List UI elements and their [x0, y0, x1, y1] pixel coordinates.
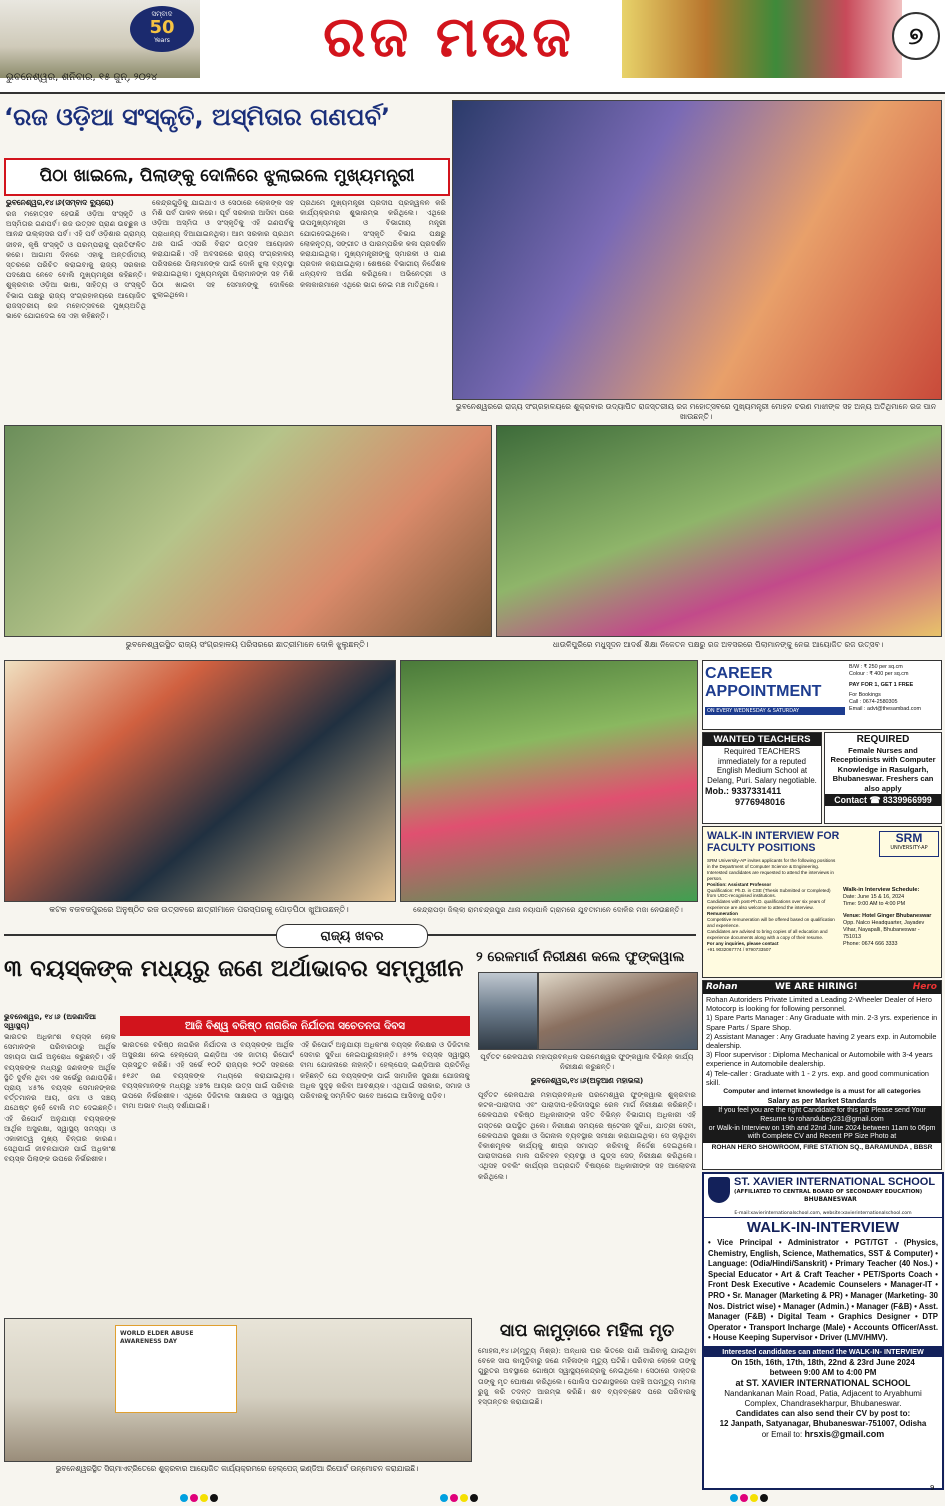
teachers-mob1: 9337331411	[731, 786, 782, 797]
snake-headline: ସାପ କାମୁଡ଼ାରେ ମହିଳା ମୃତ	[499, 1321, 675, 1341]
lead-column-3: ପ୍ରଥମେ ମୁଖ୍ୟମନ୍ତ୍ରୀ ପ୍ରଦୀପ ପ୍ରଜ୍ୱଳନ କରି କାର୍ଯ୍ୟକ୍ରମର ଶୁଭାରମ୍ଭ କରିଥିଲେ। ଏଥିରେ ଉପମୁଖ୍ୟମନ୍ତ୍ରୀ ଓ ବିଭାଗୀୟ ମନ୍ତ୍ରୀ ଯୋଗଦେଇଥିଲେ। ସଂସ୍କୃତି ବିଭାଗ ପକ୍ଷରୁ ଲୋକନୃତ୍ୟ, ସଙ୍ଗୀତ ଓ ପାରମ୍ପରିକ କଳା ପ୍ରଦର୍ଶନ କରାଯାଇଥିଲା। ମୁଖ୍ୟମନ୍ତ୍ରୀଙ୍କୁ ସ୍ମାରକୀ ଓ ପାଣ ପ୍ରଦାନ କରାଯାଇଥିଲା। ଶେଷରେ ବିଭାଗୀୟ ନିର୍ଦ୍ଦେଶକ ଧନ୍ୟବାଦ ଅର୍ପଣ କରିଥିଲେ। ଅଭିନେତ୍ରୀ ଓ କଳାକାରମାନେ ଏଥିରେ ଭାଗ ନେଇ ମଞ୍ଚ ମାତିଥିଲେ।	[300, 198, 446, 289]
anniversary-top: ସମ୍ବାଦ	[151, 10, 173, 18]
anniversary-number: 50	[149, 17, 175, 38]
xavier-email	[707, 1429, 939, 1440]
srm-title: WALK-IN INTERVIEW FOR FACULTY POSITIONS	[707, 830, 840, 854]
cyan-mark-icon	[440, 1494, 448, 1502]
lead-subhead-text: ପିଠା ଖାଇଲେ, ପିଲାଙ୍କୁ ଦୋଳିରେ ଝୁଲାଇଲେ ମୁଖ୍ୟମନ୍ତ୍ରୀ	[39, 166, 415, 186]
yellow-mark-icon	[460, 1494, 468, 1502]
masthead-title: ରଜ ମଉଜ	[323, 4, 575, 70]
section-label-text: ରାଜ୍ୟ ଖବର	[320, 929, 384, 944]
rohan-item-3: 3) Floor supervisor : Diploma Mechanical or Automobile with 3-4 years experience in Automobile dealership.	[706, 1050, 933, 1069]
masthead-dateline: ଭୁବନେଶ୍ୱର, ଶନିବାର, ୧୫ ଜୁନ୍, ୨୦୨୪	[6, 72, 158, 83]
event-banner	[115, 1325, 237, 1413]
rohan-item-2: 2) Assistant Manager : Any Graduate having 2 years exp. in Automobile dealership.	[706, 1031, 937, 1051]
lead-column-1	[6, 198, 146, 420]
career-rates	[849, 664, 939, 713]
photo-feeding	[4, 660, 396, 902]
lead-subhead	[4, 158, 450, 196]
xavier-title: WALK-IN-INTERVIEW	[746, 1219, 900, 1236]
black-mark-icon	[470, 1494, 478, 1502]
xavier-walkin-ad	[702, 1172, 944, 1490]
xavier-post-addr: 12 Janpath, Satyanagar, Bhubaneswar-751007, Odisha	[719, 1419, 927, 1429]
srm-right	[843, 887, 937, 949]
xavier-attend: Interested candidates can attend the WALK-IN- INTERVIEW	[704, 1346, 942, 1357]
anniversary-logo	[130, 6, 194, 52]
rohan-item-1: 1) Spare Parts Manager : Any Graduate with min. 2-3 yrs. experience in Spare Parts / Spare Shop.	[706, 1013, 938, 1032]
elderly-column-2: ଭାରତରେ ବରିଷ୍ଠ ନାଗରିକ ନିର୍ଯାତନା ଓ ବୟସ୍କଙ୍କ ଆର୍ଥିକ ଅସୁରକ୍ଷା ନେଇ ହେଲ୍ପେଜ୍ ଇଣ୍ଡିଆ ଏକ ଜାତୀୟ ରିପୋର୍ଟ ପ୍ରସ୍ତୁତ କରିଛି। ଏହି ସର୍ଭେ ୧୦ଟି ରାଜ୍ୟର ୨୦ଟି ସହରରେ ୫୧୬୯ ଜଣ ବୟସ୍କଙ୍କ ମଧ୍ୟରେ କରାଯାଇଥିଲା। ବୟସ୍କମାନଙ୍କ ମଧ୍ୟରୁ ୪୭% ଆୟର ଉତ୍ସ ପାଇଁ ପରିବାର ଉପରେ ନିର୍ଭରଶୀଳ। ଏଥିରେ ଡିଜିଟାଲ ସାକ୍ଷରତା ଓ ସ୍ୱାସ୍ଥ୍ୟ ବୀମା ଅଭାବ ମଧ୍ୟ ଦର୍ଶାଯାଇଛି।	[122, 1040, 294, 1111]
career-call: Call : 0674-2580305	[849, 699, 898, 705]
black-mark-icon	[760, 1494, 768, 1502]
nurses-contact-label: Contact	[834, 795, 867, 806]
anniversary-years: Years	[154, 37, 170, 44]
rohan-apply	[703, 1106, 941, 1142]
rohan-walkin: or Walk-in Interview on 19th and 22nd June 2024 between 11am to 06pm with Complete CV and Recent PP Size Photo at	[708, 1124, 936, 1141]
rohan-intro: Rohan Autoriders Private Limited a Leading 2-Wheeler Dealer of Hero Motocorp is looking for following personnel.	[706, 995, 932, 1014]
xavier-school-name: ST. XAVIER INTERNATIONAL SCHOOL	[734, 1176, 936, 1188]
career-email: Email : advt@thesambad.com	[849, 706, 921, 712]
rohan-showroom: ROHAN HERO SHOWROOM, FIRE STATION SQ., BARAMUNDA , BBSR	[711, 1143, 933, 1151]
cyan-mark-icon	[180, 1494, 188, 1502]
srm-sched-title: Walk-in Interview Schedule:	[843, 887, 920, 893]
caption-swing-museum: ଭୁବନେଶ୍ୱରସ୍ଥିତ ରାଜ୍ୟ ସଂଗ୍ରହାଳୟ ପରିସରରେ ଛାତ୍ରୀମାନେ ଦୋଳି ଝୁଲୁଛନ୍ତି।	[125, 640, 369, 649]
career-bookings: For Bookings	[849, 692, 881, 698]
rohan-header	[703, 981, 941, 994]
srm-venue-phone: Phone: 0674 666 3333	[843, 941, 898, 948]
xavier-or-email: or Email to:	[761, 1430, 803, 1440]
yellow-mark-icon	[200, 1494, 208, 1502]
footer-page-number: 9	[930, 1484, 935, 1492]
srm-intro: SRM University-AP invites applicants for the following positions in the Department of Computer Science & Engineering. Interested candidates are requested to attend the interviews in person.	[707, 858, 836, 881]
photo-swing-school	[496, 425, 942, 637]
railway-body: ପୂର୍ବତଟ ରେଳପଥର ମହାପ୍ରବନ୍ଧକ ପରମେଶ୍ୱର ଫୁଙ୍କୱାଲ ଶୁକ୍ରବାର କଟକ-ପାରାଦୀପ ଏବଂ ପାରାଦୀପ-ହରିଦାସପୁର ରେଳ ମାର୍ଗ ନିରୀକ୍ଷଣ କରିଛନ୍ତି। ରେଳପଥର ବରିଷ୍ଠ ଅଧିକାରୀଙ୍କ ସହିତ ବିଭିନ୍ନ ବିଭାଗୀୟ ଅଧିକାରୀ ଏହି ଗସ୍ତରେ ଉପସ୍ଥିତ ଥିଲେ। ନିରୀକ୍ଷଣ ସମୟରେ ଷ୍ଟେସନ ସୁବିଧା, ଯାତ୍ରୀ ସେବା, ରେଳପଥର ସୁରକ୍ଷା ଓ ସିଗନାଲ ବ୍ୟବସ୍ଥାର ସମୀକ୍ଷା କରାଯାଇଥିଲା। ସେ ଚାଲୁଥିବା ବିକାଶମୂଳକ କାର୍ଯ୍ୟକୁ ଶୀଘ୍ର ସମାପ୍ତ କରିବାକୁ ନିର୍ଦ୍ଦେଶ ଦେଇଥିଲେ। ପାରାଦୀପରେ ମାଲ ପରିବହନ ବ୍ୟବସ୍ଥା ଓ ଗୁଡ୍ସ ସେଡ୍ ନିରୀକ୍ଷଣ କରିଥିଲେ। ଏଥିସହ ଡବଲିଂ କାର୍ଯ୍ୟର ଅଗ୍ରଗତି ବିଷୟରେ ଅଧିକାରୀଙ୍କ ସହ ଆଲୋଚନା କରିଥିଲେ।	[478, 1090, 696, 1181]
elderly-headline: ୩ ବୟସ୍କଙ୍କ ମଧ୍ୟରୁ ଜଣେ ଅର୍ଥାଭାବର ସମ୍ମୁଖୀନ	[4, 956, 464, 982]
photo-railway-left	[478, 972, 538, 1050]
srm-phones: +91 9032067774 / 9790733507	[707, 946, 771, 952]
xavier-email-line: E-mail:xavierinternationalschool.com, website:xavierinternationalschool.com	[704, 1210, 942, 1218]
elderly-column-3: ଏହି ରିପୋର୍ଟ ଅନୁଯାୟୀ ଅଧିକାଂଶ ବୟସ୍କ ନିରକ୍ଷର ଓ ଡିଜିଟାଲ ସେବାର ସୁବିଧା ନେଇପାରୁନାହାନ୍ତି। ୫୨% ବୟସ୍କ ସ୍ୱାସ୍ଥ୍ୟ ବୀମା ଯୋଜନାରେ ନାହାନ୍ତି। ହେଲ୍ପେଜ୍ ଇଣ୍ଡିଆର ପ୍ରତିନିଧି କହିଛନ୍ତି ଯେ ବୟସ୍କଙ୍କ ପାଇଁ ସାମାଜିକ ସୁରକ୍ଷା ଯୋଜନାକୁ ଅଧିକ ସୁଦୃଢ଼ କରିବା ଆବଶ୍ୟକ। ଏଥିପାଇଁ ସରକାର, ସମାଜ ଓ ପରିବାରକୁ ସମ୍ମିଳିତ ଭାବେ ଆଗେଇ ଆସିବାକୁ ପଡ଼ିବ।	[300, 1040, 470, 1101]
srm-remun-title: Remuneration	[707, 911, 738, 917]
black-mark-icon	[210, 1494, 218, 1502]
career-days: ON EVERY WEDNESDAY & SATURDAY	[705, 707, 845, 715]
nurses-ad	[824, 732, 942, 824]
page-number-badge	[892, 12, 940, 60]
rohan-send: If you feel you are the right Candidate for this job Please send Your Resume to rohandubey231@gmail.com	[718, 1107, 926, 1124]
xavier-details	[704, 1357, 942, 1442]
event-banner-text: WORLD ELDER ABUSE AWARENESS DAY	[120, 1330, 194, 1345]
xavier-email-address: hrsxis@gmail.com	[804, 1429, 885, 1440]
career-offer: PAY FOR 1, GET 1 FREE	[849, 682, 914, 688]
masthead	[0, 0, 945, 94]
elderly-kicker: ଆଜି ବିଶ୍ୱ ବରିଷ୍ଠ ନାଗରିକ ନିର୍ଯାତନା ସଚେତନତା ଦିବସ	[120, 1016, 470, 1036]
nurses-contact-number: 8339966999	[882, 795, 932, 806]
rohan-body	[703, 994, 941, 1106]
snake-body: ମୋହନା,୧୪।୬(ମୃତ୍ୟୁ ମିଶ୍ର): ଅନ୍ଧାର ଘର ଭିତରେ ପାଣି ଆଣିବାକୁ ଯାଇଥିବା ବେଳେ ସାପ କାମୁଡ଼ିବାରୁ ଜଣେ ମହିଳାଙ୍କ ମୃତ୍ୟୁ ଘଟିଛି। ପରିବାର ଲୋକେ ତାଙ୍କୁ ଗୁରୁତର ଅବସ୍ଥାରେ ଗୋଷ୍ଠୀ ସ୍ୱାସ୍ଥ୍ୟକେନ୍ଦ୍ରକୁ ନେଇଥିଲେ। ସେଠାରେ ଡାକ୍ତର ତାଙ୍କୁ ମୃତ ଘୋଷଣା କରିଥିଲେ। ପୋଲିସ ଘଟଣାସ୍ଥଳରେ ପହଞ୍ଚି ଅପମୃତ୍ୟୁ ମାମଲା ରୁଜୁ କରି ତଦନ୍ତ ଆରମ୍ଭ କରିଛି। ଶବ ବ୍ୟବଚ୍ଛେଦ ପରେ ପରିବାରକୁ ହସ୍ତାନ୍ତର କରାଯାଇଛି।	[478, 1346, 696, 1407]
hero-logo: Hero	[912, 982, 937, 992]
xavier-at: at ST. XAVIER INTERNATIONAL SCHOOL	[735, 1378, 911, 1389]
xavier-posts: • Vice Principal • Administrator • PGT/TGT - (Physics, Chemistry, English, Science, Mathematics, SST & Computer) • Language: (Odia/Hindi/Sanskrit) • Primary Teacher (40 Nos.) • Special Educator • Art & Craft Teacher • PET/Sports Coach • Front Desk Executive • Academic Counselers • Manager-IT • PRO • Sr. Manager (Marketing & PR) • Manager (Marketing- 30 Nos. District wise) • Manager (Admin.) • Manager (F&B) • Asst. Manager (F&B) • Digital Team • Graphics Designer • DTP Operator • Transport Incharge (Male) • Accounts Officer/Asst. • House Keeping Supervisor • Driver (LMV/HMV).	[708, 1238, 938, 1343]
xavier-dates: On 15th, 16th, 17th, 18th, 22nd & 23rd June 2024	[731, 1357, 915, 1367]
rohan-hiring: WE ARE HIRING!	[775, 982, 858, 992]
xavier-crest-icon	[708, 1177, 730, 1203]
xavier-header	[704, 1174, 942, 1210]
career-banner	[705, 663, 845, 725]
srm-venue-addr: Opp. Nalco Headquarter, Jayadev Vihar, Nayapalli, Bhubaneswar - 751013	[843, 919, 925, 941]
srm-inquiry: For any inquiries, please contact	[707, 940, 779, 946]
career-rate-bw: B/W : ₹ 250 per sq.cm	[849, 664, 903, 670]
teachers-mob2: 9776948016	[735, 797, 786, 808]
srm-remun-body: Competitive remuneration will be offered based on qualification and experience.	[707, 917, 835, 928]
srm-sched-time: Time: 9:00 AM to 4:00 PM	[843, 901, 906, 908]
teachers-mob-label: Mob.:	[705, 786, 729, 797]
nurses-body: Female Nurses and Receptionists with Computer Knowledge in Rasulgarh, Bhubaneswar. Freshers can also apply	[830, 746, 936, 793]
rohan-salary: Salary as per Market Standards	[767, 1096, 877, 1106]
xavier-city: BHUBANESWAR	[804, 1196, 857, 1203]
caption-cm-event: ଭୁବନେଶ୍ୱରରେ ରାଜ୍ୟ ସଂଗ୍ରହାଳୟରେ ଶୁକ୍ରବାର ଉଦ୍ୟାପିତ ରାଜସ୍ତରୀୟ ରଜ ମହୋତ୍ସବରେ ମୁଖ୍ୟମନ୍ତ୍ରୀ ମୋହନ ଚରଣ ମାଝୀଙ୍କ ସହ ଅନ୍ୟ ଅତିଥିମାନେ ରଜ ପାନ ଖାଉଛନ୍ତି।	[455, 402, 937, 421]
caption-railway: ପୂର୍ବତଟ ରେଳପଥର ମହାପ୍ରବନ୍ଧକ ପରମେଶ୍ୱର ଫୁଙ୍କୱାଲ ବିଭିନ୍ନ କାର୍ଯ୍ୟ ନିରୀକ୍ଷଣ କରୁଛନ୍ତି।	[480, 1052, 694, 1071]
rohan-item-4: 4) Tele-caller : Graduate with 1 - 2 yrs. exp. and good communication skill.	[706, 1068, 929, 1087]
srm-sched-date: Date: June 15 & 16, 2024	[843, 894, 905, 901]
srm-position: Position: Assistant Professor	[707, 881, 772, 887]
elderly-dateline: ଭୁବନେଶ୍ୱର, ୧୪।୬ (ଅଜଣାଦିଆ ସ୍ୱାସ୍ଥ୍ୟ)	[4, 1012, 97, 1030]
srm-walkin-ad	[702, 826, 942, 978]
xavier-addr: Nandankanan Main Road, Patia, Adjacent to Aryabhumi Complex, Chandrasekharpur, Bhubaneswar.	[724, 1388, 922, 1408]
srm-postdoc: Candidates with post-Ph.D. qualifications over six years of experience are also welcome to attend the interview.	[707, 899, 826, 911]
teachers-title: WANTED TEACHERS	[703, 733, 821, 746]
page-number: ୭	[908, 22, 924, 50]
teachers-body: Required TEACHERS immediately for a reputed English Medium School at Delang, Puri. Salary negotiable.	[707, 747, 817, 785]
photo-swing-museum	[4, 425, 492, 637]
nurses-title: REQUIRED	[856, 734, 910, 745]
rohan-brand: Rohan	[706, 982, 738, 992]
srm-left	[707, 858, 839, 953]
xavier-send: Candidates can also send their CV by post to:	[735, 1408, 911, 1418]
elderly-column-1: ଭାରତର ଅଧିକାଂଶ ବୟସ୍କ ଲୋକ ସେମାନଙ୍କ ପରିବାରଠାରୁ ଆର୍ଥିକ ସହାୟତା ପାଇଁ ଅନୁରୋଧ କରୁଛନ୍ତି। ଏହି ବୟସ୍କଙ୍କ ମଧ୍ୟରୁ ଜଣକଙ୍କ ଆର୍ଥିକ ସ୍ଥିତି ଦୁର୍ବଳ ଥିବା ଏକ ସର୍ଭେରୁ ଜଣାପଡ଼ିଛି। ପ୍ରାୟ ୪୫% ବୟସ୍କ ସେମାନଙ୍କର ବର୍ତ୍ତମାନର ଆୟ, ଜମା ଓ ସଞ୍ଚୟ ଯଥେଷ୍ଟ ନୁହେଁ ବୋଲି ମତ ଦେଇଛନ୍ତି। ଏହି ରିପୋର୍ଟ ଅନୁଯାୟୀ ବୟସ୍କଙ୍କ ଆର୍ଥିକ ଅସୁରକ୍ଷା, ସ୍ୱାସ୍ଥ୍ୟ ସମସ୍ୟା ଓ ଏକାକୀତ୍ୱ ମୁଖ୍ୟ ଚିନ୍ତାର କାରଣ। ସେଥିପାଇଁ ଜୀବନଯାପନ ପାଇଁ ଅଧିକାଂଶ ବୟସ୍କ ପିଲାଙ୍କ ଉପରେ ନିର୍ଭରଶୀଳ।	[4, 1032, 116, 1164]
lead-column-2: କେନ୍ଦ୍ରଗୁଡ଼ିକୁ ଯାଇଥାଏ ଓ ସେଠାରେ ଲୋକଙ୍କ ସହ ମିଶି ପର୍ବ ପାଳନ କରେ। ପୂର୍ବ ସରକାର ଆସିବା ପରେ ଓଡ଼ିଆ ଅସ୍ମିତା ଓ ସଂସ୍କୃତିକୁ ଏହି ଗଣପର୍ବକୁ ପ୍ରାଧାନ୍ୟ ଦିଆଯାଇନଥିଲା। ଆମ ସରକାର ପ୍ରଥମ ଥର ପାଇଁ ଏପରି ବିରାଟ ଉତ୍ସବ ଆୟୋଜନ କରାଯାଇଛି। ଏହି ଅବସରରେ ରାଜ୍ୟ ସଂଗ୍ରହାଳୟ ପରିସରରେ ପିଲାମାନଙ୍କ ପାଇଁ ଦୋଳି ଝୁଲା ବ୍ୟବସ୍ଥା କରାଯାଇଥିଲା। ମୁଖ୍ୟମନ୍ତ୍ରୀ ପିଲାମାନଙ୍କ ସହ ମିଶି ପିଠା ଖାଇବା ସହ ସେମାନଙ୍କୁ ଦୋଳିରେ ଝୁଲାଇଥିଲେ।	[152, 198, 294, 299]
srm-qualification: Qualification: Ph.D. in CSE (Thesis Submitted or Completed) from UGC-recognised institutions.	[707, 887, 831, 899]
lead-column-1-text: ରଜ ମହୋତ୍ସବ ହେଉଛି ଓଡ଼ିଆ ସଂସ୍କୃତି ଓ ଅସ୍ମିତାର ଗଣପର୍ବ। ରଜ ଉତ୍ସବ ପ୍ରାଣ ଉଚ୍ଛୁଳ ଓ ଆନନ୍ଦ ଉଲ୍ଲାସର ପର୍ବ। ଏହି ପର୍ବ ଓଡ଼ିଶାର ଗ୍ରାମ୍ୟ ଜୀବନ, କୃଷି ସଂସ୍କୃତି ଓ ପରମ୍ପରାକୁ ପ୍ରତିଫଳିତ କରେ। ଆଗାମୀ ଦିନରେ ଏହାକୁ ଅନ୍ତର୍ଜାତୀୟ ସ୍ତରରେ ପରିଚିତ କରାଇବାକୁ ରାଜ୍ୟ ସରକାର ପଦକ୍ଷେପ ନେବେ ବୋଲି ମୁଖ୍ୟମନ୍ତ୍ରୀ କହିଛନ୍ତି। ଶୁକ୍ରବାର ଓଡ଼ିଆ ଭାଷା, ସାହିତ୍ୟ ଓ ସଂସ୍କୃତି ବିଭାଗ ପକ୍ଷରୁ ରାଜ୍ୟ ସଂଗ୍ରହାଳୟରେ ଆୟୋଜିତ ରାଜସ୍ତରୀୟ ରଜ ମହୋତ୍ସବରେ ମୁଖ୍ୟଅତିଥି ଭାବେ ଯୋଗଦେଇ ସେ ଏହା କହିଛନ୍ତି।	[6, 209, 146, 321]
srm-logo	[879, 831, 939, 857]
cyan-mark-icon	[730, 1494, 738, 1502]
wanted-teachers-ad	[702, 732, 822, 824]
srm-bring: Candidates are advised to bring copies of all education and experience documents along with a copy of their resume.	[707, 928, 828, 940]
photo-cm-event	[452, 100, 942, 400]
teachers-mobile	[703, 786, 821, 808]
srm-logo-text: SRM	[895, 831, 923, 845]
career-appointment-ad	[702, 660, 942, 730]
career-line2: APPOINTMENT	[705, 683, 822, 700]
lead-headline: ‘ରଜ ଓଡ଼ିଆ ସଂସ୍କୃତି, ଅସ୍ମିତାର ଗଣପର୍ବ’	[4, 103, 391, 131]
srm-logo-sub: UNIVERSITY-AP	[890, 845, 928, 851]
nurses-contact	[825, 794, 941, 806]
srm-venue: Venue: Hotel Ginger Bhubaneswar	[843, 912, 932, 919]
caption-swing-school: ଧାଉଳିପୁରିରେ ମଧୁସୂଦନ ଆଦର୍ଶ ଶିକ୍ଷା ନିକେତନ ପକ୍ଷରୁ ରଜ ଅବସରରେ ପିଲାମାନଙ୍କୁ ନେଇ ଆୟୋଜିତ ରଜ ଉତ୍ସବ।	[552, 640, 884, 649]
masthead-food-banner	[622, 0, 902, 78]
magenta-mark-icon	[450, 1494, 458, 1502]
xavier-time: between 9:00 AM to 4:00 PM	[769, 1368, 877, 1378]
caption-feeding: କଟକ ବଜବଜପୁରରେ ଅନୁଷ୍ଠିତ ରଜ ଉତ୍ସବରେ ଛାତ୍ରୀମାନେ ପରସ୍ପରକୁ ପୋଡ଼ପିଠା ଖୁଆଉଛନ୍ତି।	[49, 905, 349, 914]
section-label	[276, 924, 428, 948]
magenta-mark-icon	[190, 1494, 198, 1502]
magenta-mark-icon	[740, 1494, 748, 1502]
rohan-must: Computer and internet knowledge is a must for all categories	[723, 1088, 921, 1096]
photo-women-swing	[400, 660, 698, 902]
photo-helpage-event	[4, 1318, 472, 1462]
railway-dateline: ଭୁବନେଶ୍ୱର,୧୪।୬(ଅଳୁଆଣ ମହାଭଳା)	[530, 1076, 644, 1085]
lead-dateline: ଭୁବନେଶ୍ୱର,୧୪।୬(ସମ୍ବାଦ ବ୍ୟୁରୋ)	[6, 198, 114, 207]
caption-women-swing: କେନ୍ଦ୍ରାପଡ଼ା ଜିଲ୍ଲା ରାମଚନ୍ଦ୍ରପୁର ଥାନା ନୟାପାଳି ଗ୍ରାମରେ ଯୁବତୀମାନେ ଦୋଳିର ମଜା ନେଉଛନ୍ତି।	[413, 905, 683, 914]
photo-railway-right	[538, 972, 698, 1050]
railway-headline: ୨ ରେଳମାର୍ଗ ନିରୀକ୍ଷଣ କଲେ ଫୁଙ୍କୱାଲ	[476, 949, 685, 965]
career-rate-colour: Colour : ₹ 400 per sq.cm	[849, 671, 909, 677]
xavier-affil: (AFFILIATED TO CENTRAL BOARD OF SECONDARY EDUCATION)	[734, 1189, 923, 1195]
career-line1: CAREER	[705, 665, 773, 682]
phone-icon: ☎	[869, 795, 881, 806]
caption-helpage-event: ଭୁବନେଶ୍ୱରସ୍ଥିତ ସିଗ୍ମାଏଟ୍ରିତେରେ ଶୁକ୍ରବାର ଆୟୋଜିତ କାର୍ଯ୍ୟକ୍ରମରେ ହେଲ୍ପେଜ୍ ଇଣ୍ଡିଆ ରିପୋର୍ଟ ଉନ୍ମୋଚନ କରାଯାଇଛି।	[55, 1464, 419, 1473]
yellow-mark-icon	[750, 1494, 758, 1502]
rohan-hiring-ad	[702, 980, 942, 1170]
